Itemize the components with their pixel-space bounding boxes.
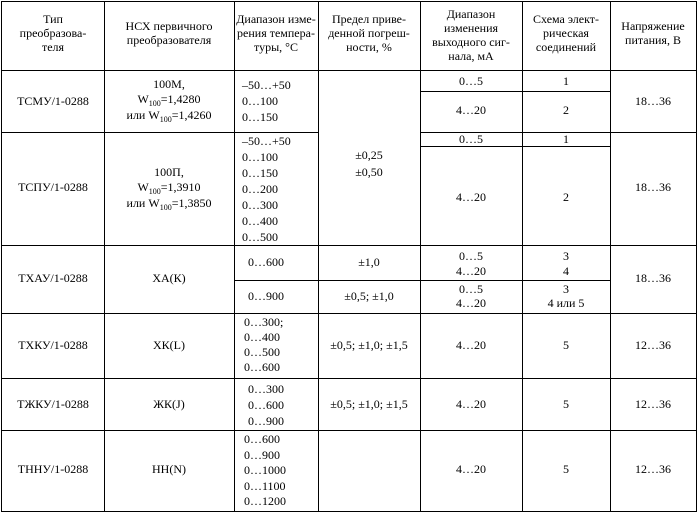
row-scheme: 2 (563, 103, 569, 117)
row-range: 0…600 (248, 255, 284, 269)
row-voltage: 18…36 (635, 94, 671, 108)
row-scheme: 3 4 (563, 249, 569, 278)
header-type: Тип преобразова- теля (19, 12, 87, 54)
row-nsx: 100М, $W_{100}=1,4280$ или $W_{100}=1,4260$ (126, 77, 212, 124)
row-scheme: 5 (563, 397, 569, 411)
row-voltage: 12…36 (635, 397, 671, 411)
header-range: Диапазон изме- рения темпера- туры, °С (236, 12, 316, 54)
row-voltage: 18…36 (635, 271, 671, 285)
row-voltage: 18…36 (635, 180, 671, 194)
row-range: 0…900 (248, 289, 284, 303)
header-voltage: Напряжение питания, В (621, 19, 685, 47)
row-voltage: 12…36 (635, 462, 671, 476)
row-nsx: ЖК(J) (153, 397, 185, 411)
row-ranges: –50…+50 0…100 0…150 (242, 78, 291, 124)
row-nsx: ХА(К) (152, 271, 186, 285)
row-output: 0…5 (459, 74, 483, 88)
row-output: 0…5 4…20 (456, 249, 486, 278)
row-output: 4…20 (456, 338, 486, 352)
header-output: Диапазон изменения выходного сиг- нала, мА (432, 7, 510, 63)
row-output: 4…20 (456, 462, 486, 476)
header-nsx: НСХ первичного преобразователя (125, 19, 213, 47)
row-scheme: 5 (563, 462, 569, 476)
row-nsx: 100П, $W_{100}=1,3910$ или $W_{100}=1,3850$ (126, 165, 212, 212)
row-type: ТЖКУ/1-0288 (17, 397, 89, 411)
row-scheme: 2 (563, 190, 569, 204)
row-error: ±0,5; ±1,0; ±1,5 (330, 397, 408, 411)
row-ranges: –50…+50 0…100 0…150 0…200 0…300 0…400 0…500 (242, 134, 291, 244)
row-error: ±0,5; ±1,0 (344, 289, 394, 303)
row-error: ±0,25 ±0,50 (355, 148, 383, 179)
row-output: 4…20 (456, 190, 486, 204)
row-type: ТХАУ/1-0288 (18, 271, 88, 285)
header-error: Предел приве- денной погреш- ности, % (328, 12, 410, 54)
row-ranges: 0…300 0…600 0…900 (248, 382, 284, 428)
row-error: ±0,5; ±1,0; ±1,5 (330, 338, 408, 352)
row-output: 0…5 4…20 (456, 282, 486, 310)
row-scheme: 1 (563, 132, 569, 146)
row-error: ±1,0 (358, 255, 380, 269)
row-scheme: 3 4 или 5 (547, 282, 585, 310)
row-scheme: 5 (563, 338, 569, 352)
header-scheme: Схема элект- рическая соединений (532, 12, 600, 54)
row-type: ТСПУ/1-0288 (18, 180, 88, 194)
row-output: 4…20 (456, 397, 486, 411)
row-type: ТННУ/1-0288 (17, 462, 89, 476)
row-type: ТСМУ/1-0288 (17, 94, 89, 108)
row-output: 4…20 (456, 103, 486, 117)
row-ranges: 0…300; 0…400 0…500 0…600 (244, 315, 284, 374)
row-scheme: 1 (563, 74, 569, 88)
row-type: ТХКУ/1-0288 (18, 338, 88, 352)
row-nsx: ХК(L) (153, 338, 185, 352)
row-nsx: НН(N) (152, 462, 186, 476)
row-output: 0…5 (459, 132, 483, 146)
row-voltage: 12…36 (635, 338, 671, 352)
row-ranges: 0…600 0…900 0…1000 0…1100 0…1200 (244, 432, 286, 508)
